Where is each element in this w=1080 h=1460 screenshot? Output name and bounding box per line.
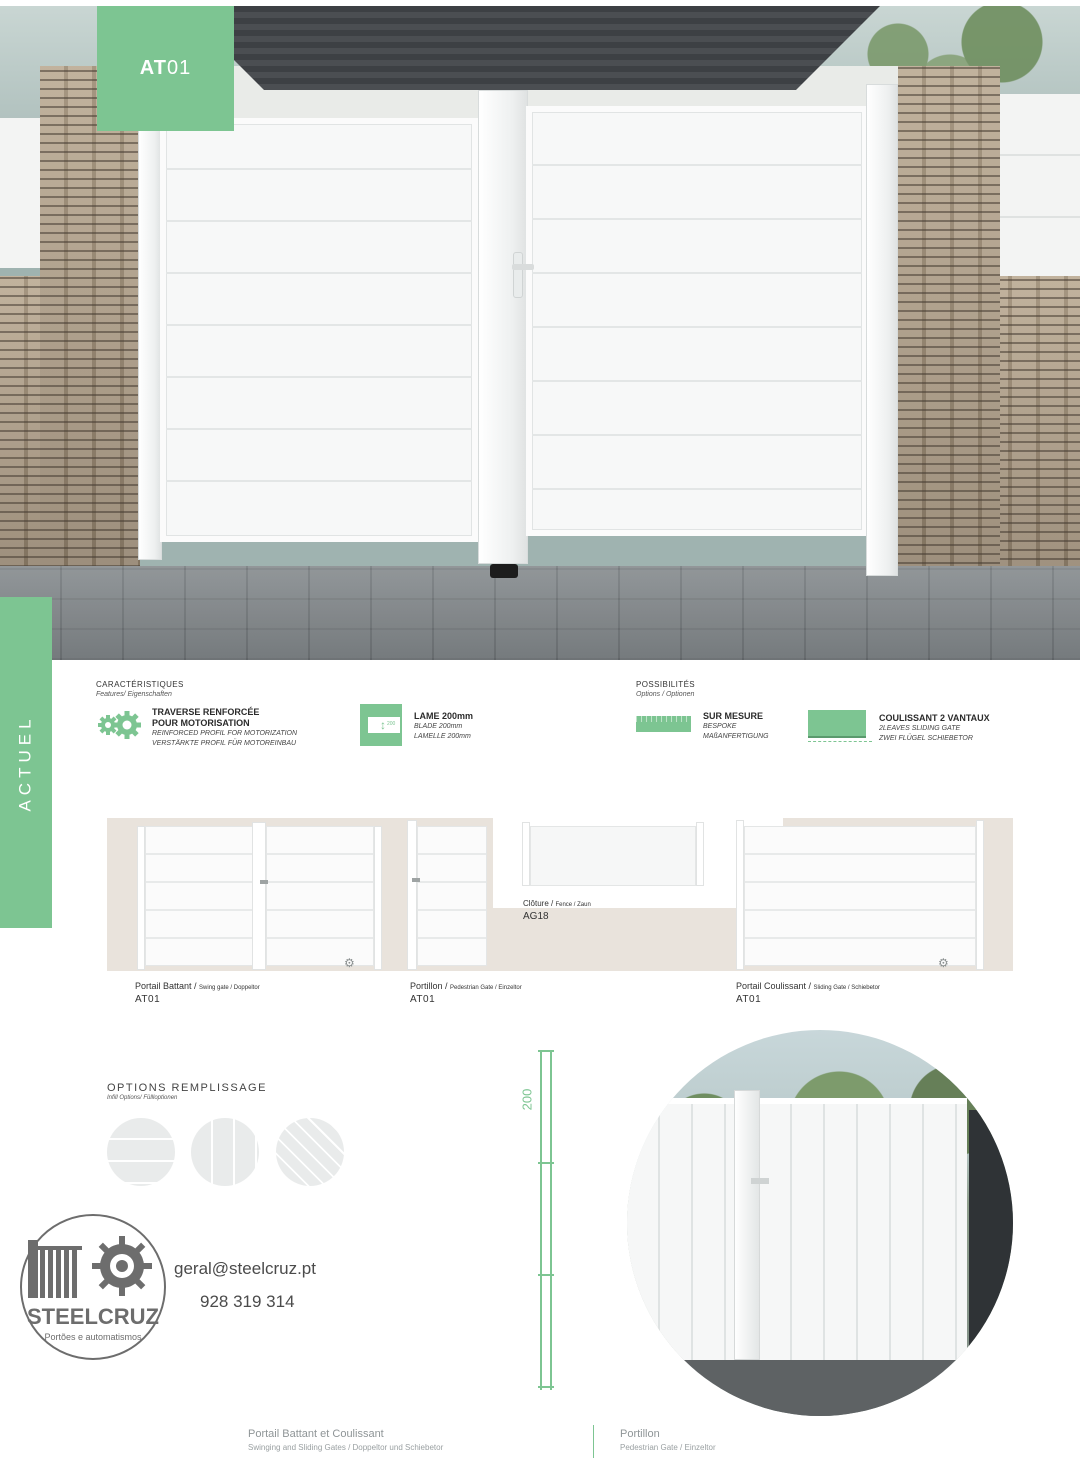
range-fence-post-right <box>696 822 704 886</box>
options-heading-sub: Options / Optionen <box>636 691 695 698</box>
stone-pillar-left <box>40 66 138 576</box>
gate-leaf-right <box>526 106 868 536</box>
gate-handle-plate <box>513 252 523 298</box>
footer-right <box>620 1428 716 1454</box>
range-swing-sub: Swing gate / Doppeltor <box>199 985 260 991</box>
options-heading <box>636 680 695 700</box>
photo-ground <box>627 1360 1013 1416</box>
range-sliding-post-left <box>736 820 744 970</box>
range-sliding-sub: Sliding Gate / Schiebetor <box>813 985 880 991</box>
range-swing-leaf-left <box>145 826 253 966</box>
gate-stopper <box>490 564 518 578</box>
ruler-icon <box>636 716 691 732</box>
footer-left-title: Portail Battant et Coulissant <box>248 1428 384 1440</box>
collection-tab <box>0 597 52 928</box>
feature-blade <box>414 711 473 742</box>
paved-ground <box>0 566 1080 660</box>
range-swing-center-post <box>252 822 266 970</box>
blade-profile-drawing <box>540 1050 552 1390</box>
feature-reinforced <box>152 707 297 749</box>
gate-leaf-left <box>160 118 478 542</box>
contact-email[interactable]: geral@steelcruz.pt <box>174 1259 316 1278</box>
gears-icon <box>96 707 142 743</box>
infill-horizontal-swatch <box>107 1118 175 1186</box>
range-fence-post-left <box>522 822 530 886</box>
feature-reinforced-title2: POUR MOTORISATION <box>152 718 250 728</box>
option-bespoke-de: MAßANFERTIGUNG <box>703 733 769 740</box>
contact-phone[interactable]: 928 319 314 <box>200 1292 295 1311</box>
footer-left <box>248 1428 443 1454</box>
range-pedestrian-name: Portillon / <box>410 981 451 991</box>
option-bespoke-en: BESPOKE <box>703 723 737 730</box>
range-swing-post-right <box>374 826 382 970</box>
model-badge-bold: AT <box>139 57 167 79</box>
range-swing-handle <box>260 880 268 884</box>
blade-height-icon-text: 200 <box>387 721 396 727</box>
range-sliding-leaf <box>744 826 976 966</box>
infill-options-title: OPTIONS REMPLISSAGE <box>107 1082 267 1094</box>
footer-right-sub: Pedestrian Gate / Einzeltor <box>620 1443 716 1452</box>
footer-left-sub: Swinging and Sliding Gates / Doppeltor und Schiebetor <box>248 1443 444 1452</box>
gate-center-post <box>478 90 528 564</box>
option-sliding-title: COULISSANT 2 VANTAUX <box>879 713 990 723</box>
blade-dimension-label: 200 <box>519 1088 535 1111</box>
footer-right-title: Portillon <box>620 1428 660 1440</box>
feature-reinforced-de: VERSTÄRKTE PROFIL FÜR MOTOREINBAU <box>152 740 297 747</box>
infill-options-sub: Infill Options/ Füllloptionen <box>107 1095 178 1101</box>
range-pedestrian-caption <box>410 980 522 1006</box>
feature-blade-en: BLADE 200mm <box>414 723 463 730</box>
model-badge <box>97 6 234 131</box>
range-swing-name: Portail Battant / <box>135 981 200 991</box>
infill-vertical-swatch <box>191 1118 259 1186</box>
model-badge-number: 01 <box>166 57 192 79</box>
range-pedestrian-leaf <box>417 826 487 966</box>
features-heading-sub: Features/ Eigenschaften <box>96 691 172 698</box>
range-pedestrian-code: AT01 <box>410 994 436 1005</box>
range-sliding-name: Portail Coulissant / <box>736 981 814 991</box>
range-swing-code: AT01 <box>135 994 161 1005</box>
gate-post-right <box>866 84 898 576</box>
option-bespoke <box>703 711 769 742</box>
range-swing-gear-icon: ⚙ <box>344 956 355 970</box>
range-swing-leaf-right <box>266 826 374 966</box>
stone-pillar-right <box>898 66 1000 591</box>
range-sliding-post-right <box>976 820 984 970</box>
photo-gate-handle <box>751 1178 769 1184</box>
features-heading-title: CARACTÉRISTIQUES <box>96 680 184 689</box>
photo-dark-wall <box>969 1110 1013 1390</box>
house-roof <box>180 6 880 90</box>
range-sliding-gear-icon: ⚙ <box>938 956 949 970</box>
features-heading <box>96 680 184 700</box>
gate-handle <box>512 264 534 270</box>
range-pedestrian-handle <box>412 878 420 882</box>
logo-wordmark: STEELCRUZ <box>27 1304 159 1329</box>
gate-post-left <box>138 130 162 560</box>
feature-blade-de: LAMELLE 200mm <box>414 733 471 740</box>
sliding-gate-icon <box>808 710 866 738</box>
feature-blade-title: LAME 200mm <box>414 711 474 721</box>
range-fence-panel <box>530 826 696 886</box>
range-fence-name: Clôture / <box>523 899 556 908</box>
logo-tagline: Portões e automatismos <box>44 1332 142 1342</box>
footer-divider <box>593 1425 594 1458</box>
fence-panel-left <box>0 118 44 268</box>
option-sliding <box>879 713 990 744</box>
range-sliding-code: AT01 <box>736 994 762 1005</box>
range-swing-post-left <box>137 826 145 970</box>
range-pedestrian-post-left <box>407 820 417 970</box>
options-heading-title: POSSIBILITÉS <box>636 680 696 689</box>
range-fence-sub: Fence / Zaun <box>555 902 591 908</box>
range-fence-label <box>523 898 591 923</box>
feature-reinforced-en: REINFORCED PROFIL FOR MOTORIZATION <box>152 730 298 737</box>
range-sliding-caption <box>736 980 880 1006</box>
feature-reinforced-title1: TRAVERSE RENFORCÉE <box>152 707 260 717</box>
range-pedestrian-sub: Pedestrian Gate / Einzeltor <box>450 985 522 991</box>
fence-panel-right <box>1000 94 1080 284</box>
blade-height-icon: ↕ 200 <box>360 704 402 746</box>
photo-gate-panel <box>627 1098 967 1388</box>
range-swing-caption <box>135 980 260 1006</box>
steelcruz-logo <box>18 1212 168 1362</box>
option-sliding-en: 2LEAVES SLIDING GATE <box>879 725 961 732</box>
range-fence-code: AG18 <box>523 911 549 922</box>
infill-diagonal-swatch <box>276 1118 344 1186</box>
photo-gate-post <box>734 1090 760 1360</box>
option-sliding-de: ZWEI FLÜGEL SCHIEBETOR <box>879 735 973 742</box>
pedestrian-gate-photo <box>627 1030 1013 1416</box>
collection-tab-label: ACTUEL <box>16 713 36 812</box>
option-bespoke-title: SUR MESURE <box>703 711 764 721</box>
